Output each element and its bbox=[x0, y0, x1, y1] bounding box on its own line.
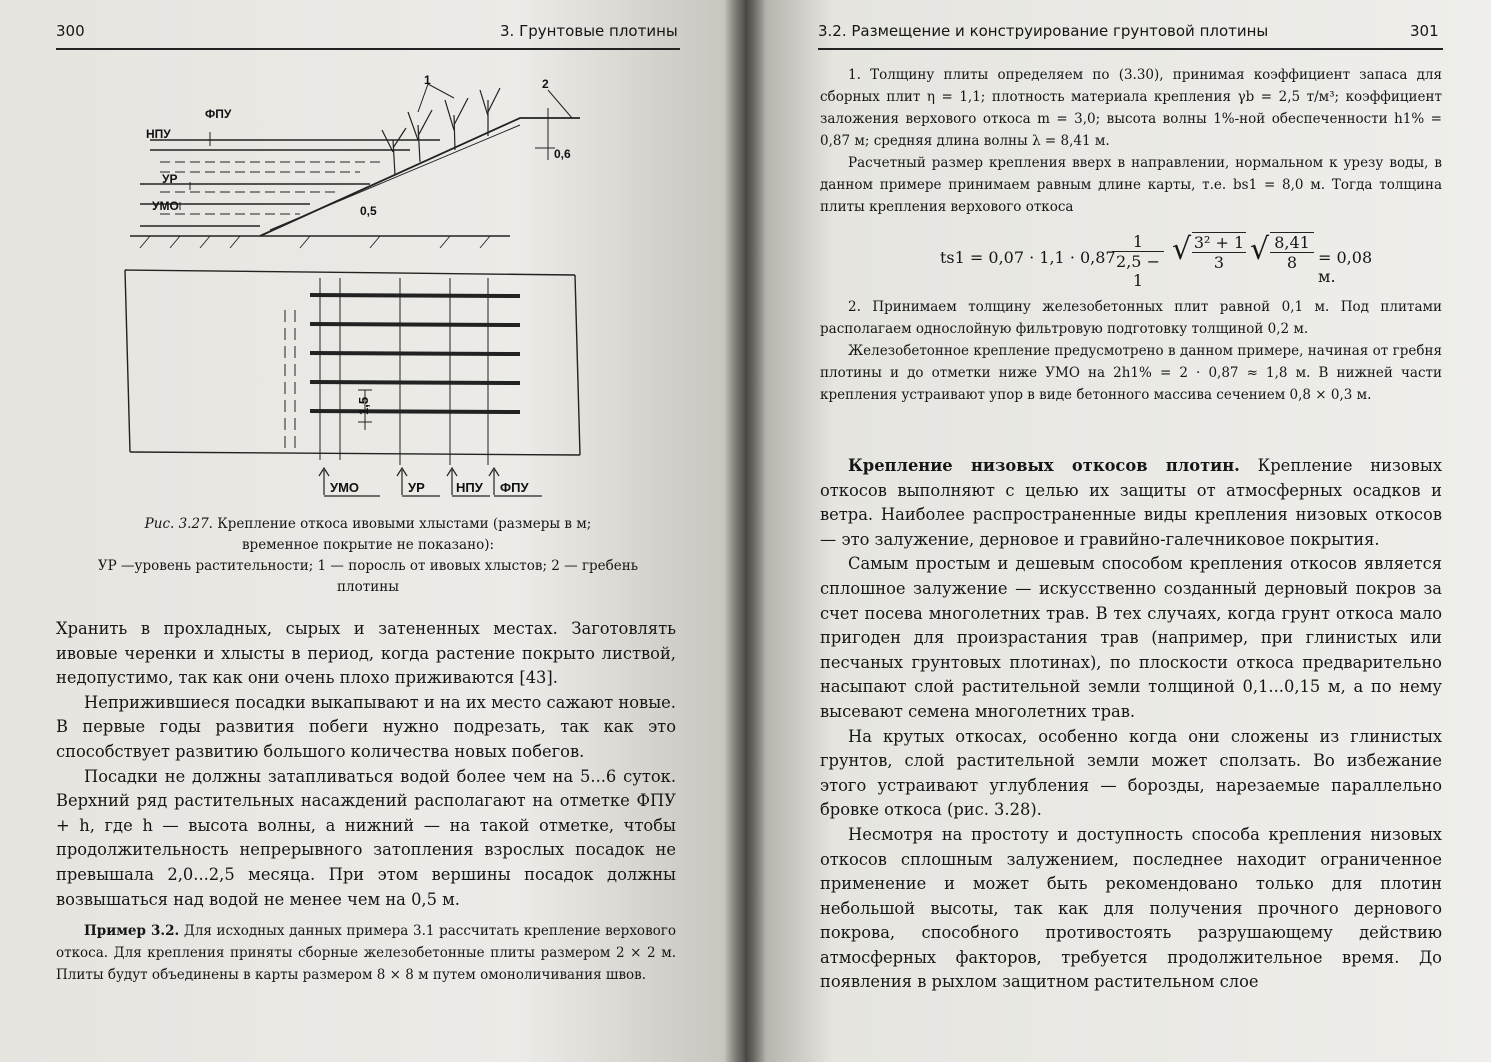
frac-2-den: 3 bbox=[1213, 253, 1225, 272]
caption-line-2: временное покрытие не показано): bbox=[241, 537, 495, 553]
left-page bbox=[0, 0, 745, 1062]
figure-3-27 bbox=[110, 70, 630, 500]
label-fpu-bottom: ФПУ bbox=[500, 480, 529, 495]
label-npu-top: НПУ bbox=[146, 127, 171, 141]
left-paragraph-2: Неприжившиеся посадки выкапывают и на их место сажают новые. В первые годы развития побеги нужно подрезать, так как это способствует развитию большого количества новых побегов. bbox=[56, 692, 676, 761]
label-umo-bottom: УМО bbox=[330, 480, 360, 495]
right-small-paragraph-4: Железобетонное крепление предусмотрено в данном примере, начиная от гребня плотины и до отметки ниже УМО на 2h1% = 2 · 0,87 ≈ 1,8 м. В нижней части крепления устраивают упор в виде бетонного массива сечением 0,8 × 0,3 м. bbox=[820, 343, 1442, 403]
sqrt-sign-2: √ bbox=[1250, 232, 1270, 267]
header-rule-left bbox=[56, 48, 680, 50]
right-paragraph-3: Несмотря на простоту и доступность способа крепления низовых откосов сплошным залужением, последнее находит ограниченное применение и может быть рекомендовано только для плотин небольшой высоты, так как для получения прочного дернового покрова, способного противостоять разрушающему действию атмосферных факторов, требуется продолжительное время. До появления в рыхлом защитном растительном слое bbox=[820, 824, 1442, 992]
label-1: 1 bbox=[424, 73, 431, 87]
formula-frac-3 bbox=[1270, 232, 1314, 272]
page-number-left: 300 bbox=[56, 22, 85, 40]
frac-1-den: 2,5 − 1 bbox=[1116, 252, 1160, 290]
header-rule-right bbox=[818, 48, 1443, 50]
right-small-paragraph-3: 2. Принимаем толщину железобетонных плит равной 0,1 м. Под плитами располагаем однослойную фильтровую подготовку толщиной 0,2 м. bbox=[820, 299, 1442, 337]
frac-2-num: 3² + 1 bbox=[1193, 233, 1245, 252]
formula-ts1 bbox=[940, 232, 1380, 288]
right-small-paragraph-1: 1. Толщину плиты определяем по (3.30), принимая коэффициент запаса для сборных плит η = 1,1; плотность материала крепления γb = 2,5 т/м³; коэффициент заложения верхового откоса m = 3,0; высота волны 1%-ной обеспеченности h1% = 0,87 м; средняя длина волны λ = 8,41 м. bbox=[820, 67, 1442, 149]
frac-3-num: 8,41 bbox=[1270, 233, 1314, 253]
label-npu-bottom: НПУ bbox=[456, 480, 483, 495]
label-umo-top: УМО bbox=[152, 199, 179, 213]
right-small-text-1 bbox=[820, 64, 1442, 218]
section-text: Крепление низовых откосов выполняют с целью их защиты от атмосферных осадков и ветра. Наиболее распространенные виды крепления низовых откосов — это залужение, дерновое и гравийно-галечниковое покрытия. bbox=[820, 456, 1442, 549]
formula-frac-1 bbox=[1112, 232, 1164, 290]
left-paragraph-1: Хранить в прохладных, сырых и затененных местах. Заготовлять ивовые черенки и хлысты в период, когда растение покрыто листвой, недопустимо, так как они очень плохо приживаются [43]. bbox=[56, 619, 676, 688]
formula-frac-2 bbox=[1192, 232, 1246, 272]
frac-1-num: 1 bbox=[1112, 232, 1164, 252]
label-dim-15: 1,5 bbox=[356, 396, 371, 415]
label-fpu-top: ФПУ bbox=[205, 107, 232, 121]
label-dim-05: 0,5 bbox=[360, 204, 377, 218]
caption-line-4: плотины bbox=[337, 579, 399, 595]
frac-3-den: 8 bbox=[1286, 253, 1298, 272]
label-dim-06: 0,6 bbox=[554, 147, 571, 161]
example-title: Пример 3.2. bbox=[84, 923, 180, 939]
caption-line-3: УР —уровень растительности; 1 — поросль от ивовых хлыстов; 2 — гребень bbox=[97, 558, 639, 574]
label-ur-top: УР bbox=[162, 172, 178, 186]
section-title: Крепление низовых откосов плотин. bbox=[848, 456, 1240, 475]
right-small-paragraph-2: Расчетный размер крепления вверх в направлении, нормальном к урезу воды, в данном примере принимаем равным длине карты, т.е. bs1 = 8,0 м. Тогда толщина плиты крепления верхового откоса bbox=[820, 155, 1442, 215]
running-head-left: 3. Грунтовые плотины bbox=[500, 22, 678, 40]
right-paragraph-2: На крутых откосах, особенно когда они сложены из глинистых грунтов, слой растительной земли может сползать. Во избежание этого устраивают углубления — борозды, нарезаемые параллельно бровке откоса (рис. 3.28). bbox=[820, 726, 1442, 820]
right-body-text bbox=[820, 454, 1442, 995]
right-page bbox=[745, 0, 1491, 1062]
sqrt-sign-1: √ bbox=[1172, 232, 1192, 267]
figure-caption bbox=[56, 514, 680, 598]
caption-line-1: Крепление откоса ивовыми хлыстами (размеры в м; bbox=[212, 516, 592, 532]
right-paragraph-1: Самым простым и дешевым способом крепления откосов является сплошное залужение — искусственно созданный дерновый покров за счет посева многолетних трав. В тех случаях, когда грунт откоса мало пригоден для произрастания трав (например, при глинистых или песчаных грунтовых плотинах), по плоскости откоса предварительно насыпают слой растительной земли толщиной 0,1...0,15 м, а по нему высевают семена многолетних трав. bbox=[820, 554, 1442, 721]
caption-title: Рис. 3.27. bbox=[144, 516, 213, 532]
formula-rhs: = 0,08 м. bbox=[1318, 248, 1373, 286]
book-gutter bbox=[725, 0, 765, 1062]
label-ur-bottom: УР bbox=[408, 480, 425, 495]
formula-lhs: ts1 = 0,07 · 1,1 · 0,87 bbox=[940, 248, 1116, 267]
running-head-right: 3.2. Размещение и конструирование грунтовой плотины bbox=[818, 22, 1269, 40]
left-body-text bbox=[56, 617, 676, 912]
example-text: Для исходных данных примера 3.1 рассчитать крепление верхового откоса. Для крепления приняты сборные железобетонные плиты размером 2 × 2 м. Плиты будут объединены в карты размером 8 × 8 м путем омоноличивания швов. bbox=[56, 923, 676, 983]
label-2: 2 bbox=[542, 77, 549, 91]
left-paragraph-3: Посадки не должны затапливаться водой более чем на 5...6 суток. Верхний ряд растительных насаждений располагают на отметке ФПУ + h, где h — высота волны, а нижний — на такой отметке, чтобы продолжительность непрерывного затопления взрослых посадок не превышала 2,0...2,5 месяца. При этом вершины посадок должны возвышаться над водой не менее чем на 0,5 м. bbox=[56, 766, 676, 909]
example-block bbox=[56, 920, 676, 986]
right-small-text-2 bbox=[820, 296, 1442, 406]
page-number-right: 301 bbox=[1410, 22, 1439, 40]
